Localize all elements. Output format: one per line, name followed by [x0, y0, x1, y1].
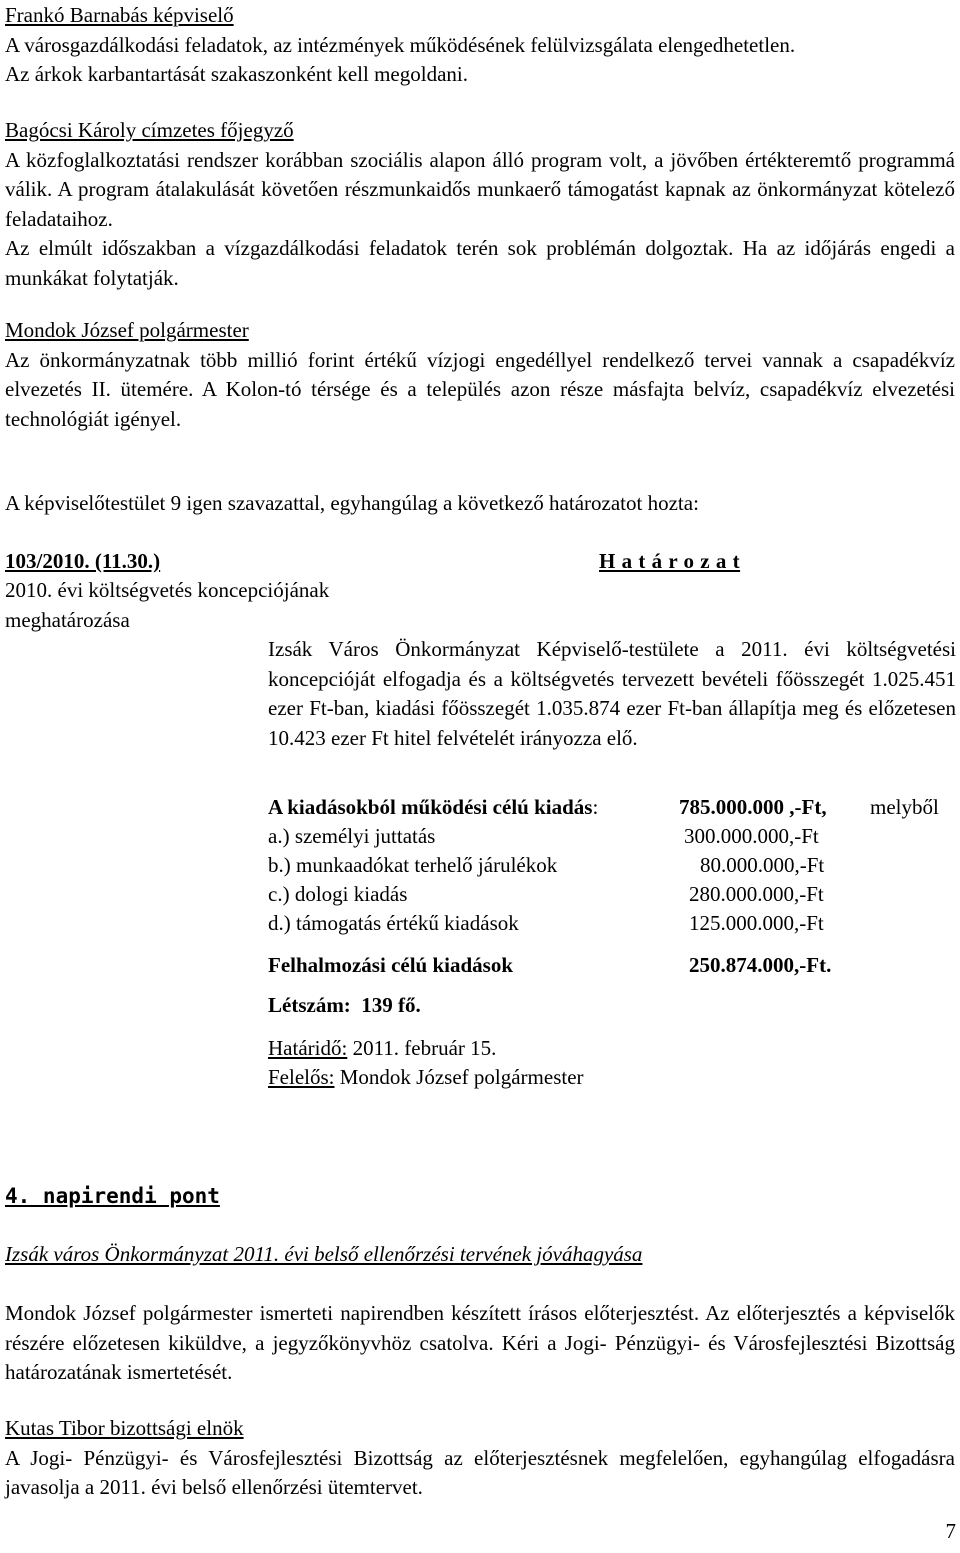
paragraph-line: A városgazdálkodási feladatok, az intézmények működésének felülvizsgálata elengedhetetlen. [5, 32, 796, 57]
resolution-heading: H a t á r o z a t [599, 549, 741, 573]
responsible-value: Mondok József polgármester [334, 1065, 584, 1089]
expense-item-label: a.) személyi juttatás [268, 824, 436, 848]
paragraph-line: Az árkok karbantartását szakaszonként kell megoldani. [5, 62, 468, 86]
agenda-title: Izsák város Önkormányzat 2011. évi belső ellenőrzési tervének jóváhagyása [5, 1242, 643, 1266]
expense-item-row [268, 822, 958, 852]
expense-item-value: 80.000.000,-Ft [700, 853, 825, 877]
expense-item-value: 125.000.000,-Ft [689, 911, 824, 935]
section-franko [5, 1, 955, 90]
section-kutas [5, 1414, 955, 1503]
section-mondok [5, 316, 955, 434]
subject-line: meghatározása [5, 607, 130, 632]
expense-item-value: 280.000.000,-Ft [689, 882, 824, 906]
vote-statement [5, 489, 955, 519]
agenda-intro: Mondok József polgármester ismerteti napirendben készített írásos előterjesztést. Az előterjesztés a képviselők részére előzetesen kiküldve, a jegyzőkönyvhöz csatolva. Kéri a Jogi- Pénzügyi- és Városfejlesztési Bizottság határozatának ismertetését. [5, 1301, 955, 1384]
headcount-row [268, 991, 958, 1021]
page-number: 7 [945, 1519, 956, 1543]
capital-expense-row [268, 951, 958, 981]
deadline-label: Határidő: [268, 1036, 348, 1060]
capital-label: Felhalmozási célú kiadások [268, 953, 514, 977]
operating-suffix: melyből [870, 795, 939, 819]
resolution-text: Izsák Város Önkormányzat Képviselő-testülete a 2011. évi költségvetési koncepcióját elfogadja és a költségvetés tervezett bevételi főösszegét 1.025.451 ezer Ft-ban, kiadási főösszegét 1.035.874 ezer Ft-ban állapítja meg és előzetesen 10.423 ezer Ft hitel felvételét irányozza elő. [268, 637, 956, 750]
expense-item-label: d.) támogatás értékű kiadások [268, 911, 519, 935]
responsible-label: Felelős: [268, 1065, 335, 1089]
agenda-heading-block [5, 1182, 955, 1212]
paragraph: Az önkormányzatnak több millió forint értékű vízjogi engedéllyel rendelkező tervei vannak a csapadékvíz elvezetés II. ütemére. A Kolon-tó térsége és a település azon része másfajta belvíz, csapadékvíz elvezetési technológiát igényel. [5, 347, 955, 431]
speaker-name: Frankó Barnabás képviselő [5, 3, 234, 27]
resolution-number: 103/2010. (11.30.) [5, 549, 161, 573]
paragraph: Az elmúlt időszakban a vízgazdálkodási feladatok terén sok problémán dolgoztak. Ha az időjárás engedi a munkákat folytatják. [5, 236, 955, 290]
speaker-name: Bagócsi Károly címzetes főjegyző [5, 118, 294, 142]
expense-item-label: c.) dologi kiadás [268, 882, 408, 906]
resolution-header [5, 547, 955, 577]
agenda-title-block [5, 1240, 955, 1270]
deadline-value: 2011. február 15. [347, 1036, 497, 1060]
paragraph: A közfoglalkoztatási rendszer korábban szociális alapon álló program volt, a jövőben értékteremtő programmá válik. A program átalakulását követően részmunkaidős munkaerő támogatást kapnak az önkormányzat kötelező feladataihoz. [5, 147, 955, 231]
resolution-body [268, 635, 956, 753]
responsible-row [268, 1063, 958, 1093]
vote-text: A képviselőtestület 9 igen szavazattal, egyhangúlag a következő határozatot hozta: [5, 491, 699, 515]
operating-expense-row [268, 793, 958, 823]
agenda-intro-block [5, 1299, 955, 1388]
speaker-name: Kutas Tibor bizottsági elnök [5, 1416, 244, 1440]
capital-value: 250.874.000,-Ft. [689, 953, 832, 977]
section-bagocsi [5, 116, 955, 293]
deadline-row [268, 1034, 958, 1064]
operating-value: 785.000.000 ,-Ft, [679, 795, 827, 819]
agenda-heading: 4. napirendi pont [5, 1184, 220, 1208]
expense-item-row [268, 909, 958, 939]
expense-item-label: b.) munkaadókat terhelő járulékok [268, 853, 558, 877]
subject-line: 2010. évi költségvetés koncepciójának [5, 578, 330, 602]
operating-label: A kiadásokból működési célú kiadás [268, 795, 593, 819]
headcount: Létszám: 139 fő. [268, 993, 421, 1017]
expense-item-row [268, 880, 958, 910]
speaker-name: Mondok József polgármester [5, 318, 249, 342]
expense-item-row [268, 851, 958, 881]
paragraph: A Jogi- Pénzügyi- és Városfejlesztési Bizottság az előterjesztésnek megfelelően, egyhangúlag elfogadásra javasolja a 2011. évi belső ellenőrzési ütemtervet. [5, 1445, 955, 1499]
operating-colon: : [592, 795, 599, 819]
expense-item-value: 300.000.000,-Ft [684, 824, 819, 848]
resolution-subject [5, 576, 955, 635]
